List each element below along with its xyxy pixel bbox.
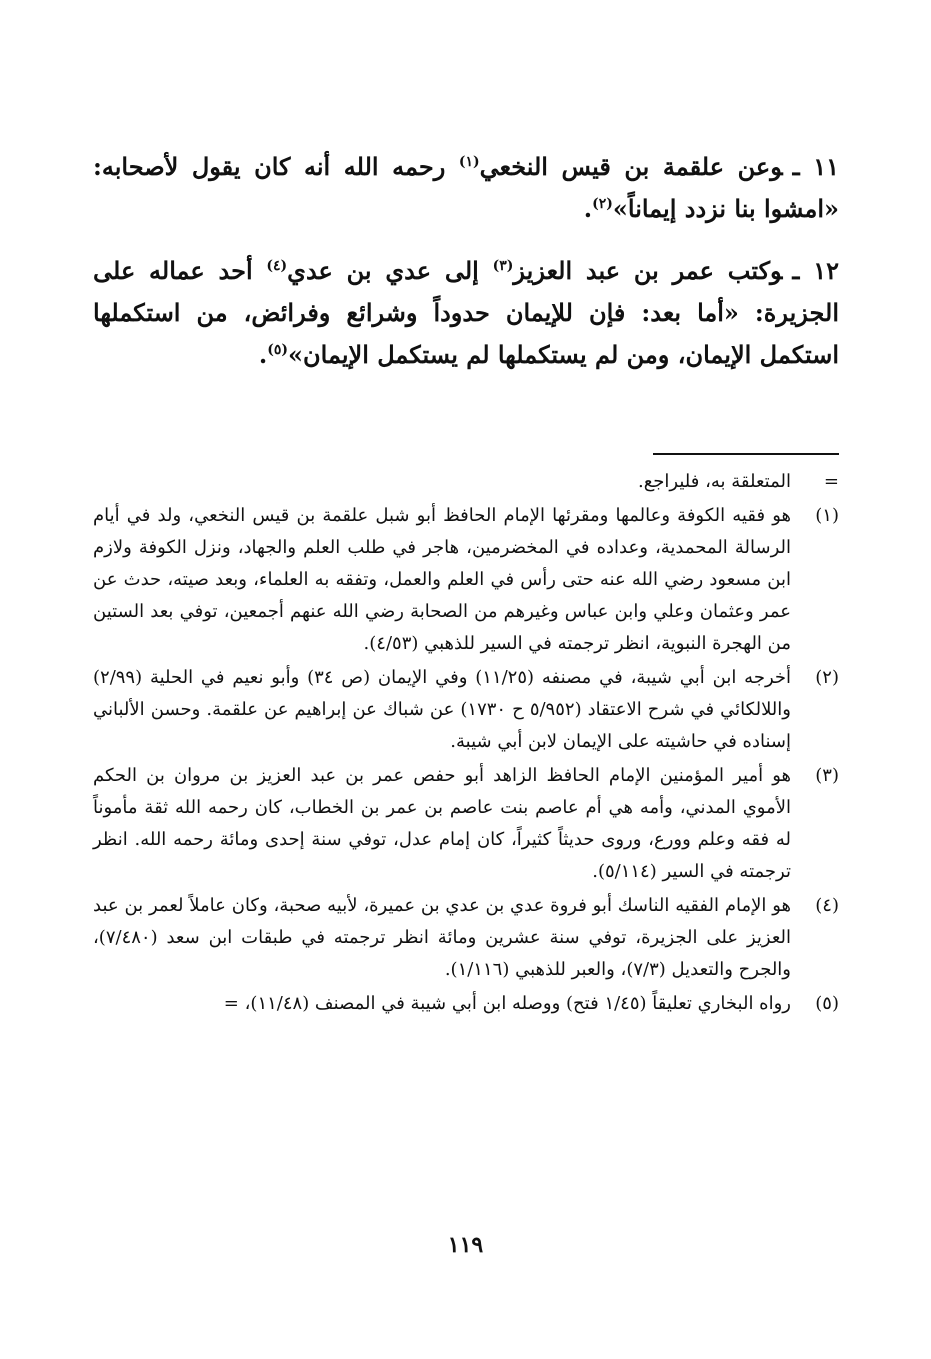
footnote-marker: (١) xyxy=(815,505,839,526)
paragraph-text: . xyxy=(583,194,593,223)
footnote-ref-2[interactable]: (٢) xyxy=(592,196,613,212)
paragraph-text: إلى عدي بن عدي xyxy=(287,256,493,285)
footnote-text: رواه البخاري تعليقاً (١/٤٥ فتح) ووصله ابن أبي شيبة في المصنف (١١/٤٨)، = xyxy=(223,993,791,1014)
main-text xyxy=(93,146,839,396)
paragraph-text: . xyxy=(258,340,268,369)
footnote-ref-5[interactable]: (٥) xyxy=(267,342,289,358)
footnote-text: هو الإمام الفقيه الناسك أبو فروة عدي بن عدي بن عميرة، لأبيه صحبة، وكان عاملاً لعمر بن عبد العزيز على الجزيرة، توفي سنة عشرين ومائة انظر ترجمته في طبقات ابن سعد (٧/٤٨٠)، والجرح والتعديل (٧/٣)، والعبر للذهبي (١/١١٦). xyxy=(93,895,791,980)
paragraph-text: وعن علقمة بن قيس النخعي xyxy=(479,152,783,181)
footnote-2 xyxy=(93,662,839,758)
paragraph-text: رحمه الله أنه كان يقول لأصحابه: «امشوا بنا نزدد إيماناً» xyxy=(93,152,839,223)
page-number: ١١٩ xyxy=(447,1232,484,1258)
footnote-5 xyxy=(93,988,839,1020)
paragraph-number: ١٢ ـ xyxy=(792,256,840,285)
footnote-continuation xyxy=(93,466,839,498)
footnote-ref-1[interactable]: (١) xyxy=(458,154,480,170)
footnote-marker: (٤) xyxy=(815,895,839,916)
paragraph-number: ١١ ـ xyxy=(792,152,840,181)
paragraph-12 xyxy=(93,250,839,376)
footnotes xyxy=(93,466,839,1022)
footnote-4 xyxy=(93,890,839,986)
footnote-marker: (٣) xyxy=(815,765,839,786)
footnote-3 xyxy=(93,760,839,888)
footnote-text: المتعلقة به، فليراجع. xyxy=(638,471,791,492)
footnote-separator xyxy=(653,453,839,455)
footnote-marker: (٢) xyxy=(815,667,839,688)
paragraph-text: أحد عماله على الجزيرة: «أما بعد: فإن للإيمان حدوداً وشرائع وفرائض، من استكملها استكمل الإيمان، ومن لم يستكملها لم يستكمل الإيمان» xyxy=(93,256,839,369)
footnote-text: هو فقيه الكوفة وعالمها ومقرئها الإمام الحافظ أبو شبل علقمة بن قيس النخعي، ولد في أيام الرسالة المحمدية، وعداده في المخضرمين، هاجر في طلب العلم والجهاد، ونزل الكوفة ولازم ابن مسعود رضي الله عنه حتى رأس في العلم والعمل، وتفقه به العلماء، وبعد صيته، حدث عن عمر وعثمان وعلي وابن عباس وغيرهم من الصحابة رضي الله عنهم أجمعين، توفي بعد الستين من الهجرة النبوية، انظر ترجمته في السير للذهبي (٤/٥٣). xyxy=(93,505,791,654)
footnote-ref-3[interactable]: (٣) xyxy=(492,258,514,274)
paragraph-11 xyxy=(93,146,839,230)
footnote-text: أخرجه ابن أبي شيبة، في مصنفه (١١/٢٥) وفي الإيمان (ص ٣٤) وأبو نعيم في الحلية (٢/٩٩) واللالكائي في شرح الاعتقاد (٥/٩٥٢ ح ١٧٣٠) عن شباك عن إبراهيم عن علقمة. وحسن الألباني إسناده في حاشيته على الإيمان لابن أبي شيبة. xyxy=(93,667,792,752)
footnote-marker: = xyxy=(823,471,839,492)
footnote-marker: (٥) xyxy=(815,993,839,1014)
paragraph-text: وكتب عمر بن عبد العزيز xyxy=(513,256,783,285)
footnote-1 xyxy=(93,500,839,660)
footnote-text: هو أمير المؤمنين الإمام الحافظ الزاهد أبو حفص عمر بن عبد العزيز بن مروان بن الحكم الأموي المدني، وأمه هي أم عاصم بنت عاصم بن عمر بن الخطاب، كان رحمه الله ثقة مأموناً له فقه وعلم وورع، وروى حديثاً كثيراً، كان إمام عدل، توفي سنة إحدى ومائة رحمه الله. انظر ترجمته في السير (٥/١١٤). xyxy=(93,765,791,882)
footnote-ref-4[interactable]: (٤) xyxy=(266,258,288,274)
